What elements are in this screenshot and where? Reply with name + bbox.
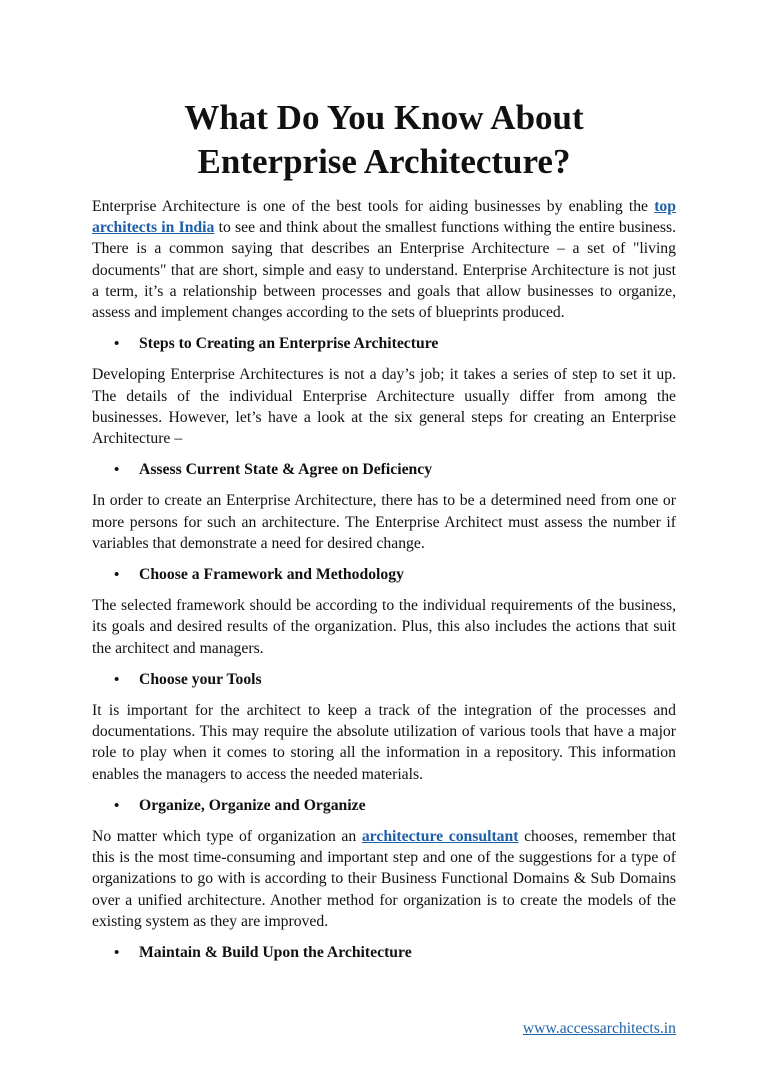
bullet-icon: • [114,671,120,688]
document-body [92,196,676,973]
section-paragraph: Developing Enterprise Architectures is not a day’s job; it takes a series of step to set it up. The details of the individual Enterprise Architecture usually differ from among the businesses. However, let’s have a look at the six general steps for creating an Enterprise Architecture – [92,366,676,448]
section-heading: • Steps to Creating an Enterprise Architecture [92,333,676,355]
architecture-consultant-link[interactable]: architecture consultant [361,828,519,846]
section-paragraph: The selected framework should be according to the individual requirements of the business, its goals and desired results of the organization. Plus, this also includes the actions that suit the architect and managers. [92,597,676,657]
top-architects-link[interactable]: top architects in India [92,198,676,237]
section-paragraph: It is important for the architect to keep a track of the integration of the processes and documentations. This may require the absolute utilization of various tools that have a major role to play when it comes to storing all the information in a repository. This information enables the managers to access the needed materials. [92,702,676,783]
section-heading: • Maintain & Build Upon the Architecture [92,942,676,964]
section-heading: • Choose your Tools [92,669,676,691]
footer-website-link[interactable]: www.accessarchitects.in [522,1020,676,1037]
bullet-icon: • [114,797,120,814]
section-heading: • Assess Current State & Agree on Deficiency [92,459,676,481]
bullet-icon: • [114,462,120,479]
bullet-icon: • [114,567,120,584]
bullet-icon: • [114,336,120,353]
section-paragraph: No matter which type of organization an architecture consultant chooses, remember that this is the most time-consuming and important step and one of the suggestions for a type of organizations to go with is according to their Business Functional Domains & Sub Domains over a unified architecture. Another method for organization is to create the models of the existing system as they are improved. [92,828,676,930]
bullet-icon: • [114,945,120,962]
section-heading: • Choose a Framework and Methodology [92,564,676,586]
section-heading: • Organize, Organize and Organize [92,795,676,817]
intro-paragraph: Enterprise Architecture is one of the best tools for aiding businesses by enabling the top architects in India to see and think about the smallest functions withing the entire business. There is a common saying that describes an Enterprise Architecture – a set of "living documents" that are short, simple and easy to understand. Enterprise Architecture is not just a term, it’s a relationship between processes and goals that allow businesses to organize, assess and implement changes according to the sets of blueprints produced. [92,198,676,322]
page-title: What Do You Know About Enterprise Architecture? [184,98,584,181]
section-paragraph: In order to create an Enterprise Architecture, there has to be a determined need from one or more persons for such an architecture. The Enterprise Architect must assess the number if variables that demonstrate a need for desired change. [92,492,676,552]
